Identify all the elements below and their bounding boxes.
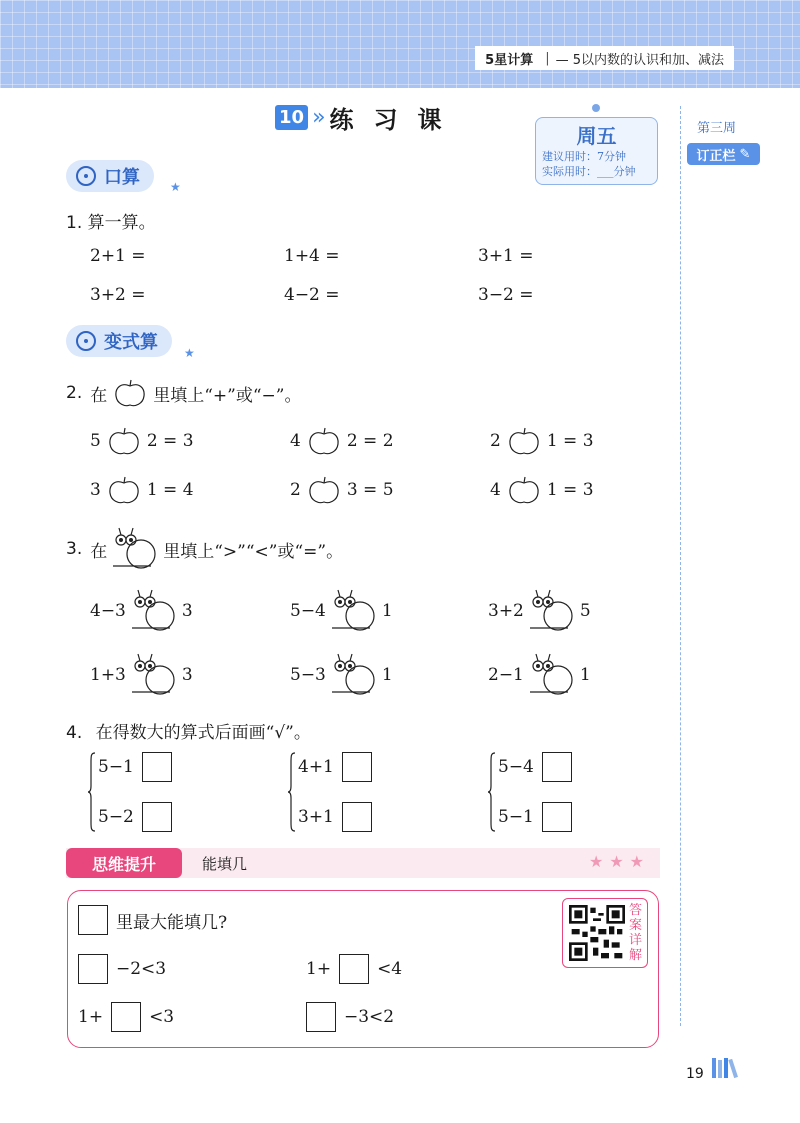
- q2-item: [490, 426, 594, 456]
- stopwatch-icon: [76, 166, 96, 186]
- compare-row: [498, 802, 572, 832]
- brand-label: 5星计算: [485, 52, 534, 68]
- thinking-subtitle: 能填几: [202, 855, 248, 873]
- star-icon: ★: [184, 346, 195, 360]
- target-icon: [76, 331, 96, 351]
- q1-item: 3−2 =: [478, 285, 534, 305]
- question-1-title: [66, 208, 156, 233]
- compare-group: [288, 752, 388, 832]
- question-text-pre: 在: [90, 385, 108, 406]
- question-3-title: [66, 526, 343, 572]
- compare-row: [498, 752, 572, 782]
- snail-blank-icon: [111, 526, 159, 572]
- q3-item: [290, 588, 393, 634]
- operand: 3 = 5: [346, 480, 394, 500]
- apple-blank-icon[interactable]: [307, 475, 341, 505]
- value: 5: [579, 601, 591, 621]
- question-2-title: [66, 378, 302, 408]
- actual-time: 实际用时：___分钟: [542, 165, 636, 178]
- q3-item: [488, 652, 591, 698]
- expression: 5−2: [98, 807, 134, 827]
- apple-blank-icon[interactable]: [507, 475, 541, 505]
- q1-item: 1+4 =: [284, 246, 340, 266]
- expression: 2−1: [488, 665, 524, 685]
- answer-box: [78, 905, 108, 935]
- operand: 1 = 3: [546, 431, 594, 451]
- compare-group: [488, 752, 588, 832]
- lesson-number: 10: [275, 105, 308, 130]
- q1-item: 2+1 =: [90, 246, 146, 266]
- correction-column-divider: [680, 106, 681, 1026]
- question-4-title: [66, 718, 311, 743]
- q3-item: [488, 588, 591, 634]
- brace-icon: [488, 752, 496, 832]
- value: 3: [181, 665, 193, 685]
- q2-item: [290, 426, 394, 456]
- q1-item: 3+1 =: [478, 246, 534, 266]
- thinking-item: [78, 1002, 174, 1032]
- expression: 4+1: [298, 757, 334, 777]
- section-oral: [66, 160, 154, 192]
- operand: 4: [490, 480, 501, 500]
- operand: 1 = 4: [146, 480, 194, 500]
- snail-blank-icon[interactable]: [130, 588, 178, 634]
- expression-post: <4: [377, 959, 403, 979]
- books-icon: [710, 1056, 740, 1080]
- question-number: 1.: [66, 213, 83, 233]
- operand: 2: [290, 480, 301, 500]
- q2-item: [90, 426, 194, 456]
- day-name: 周五: [576, 124, 617, 148]
- q1-item: 4−2 =: [284, 285, 340, 305]
- expression: 5−1: [98, 757, 134, 777]
- brace-icon: [88, 752, 96, 832]
- thinking-question-text: 里最大能填几?: [116, 912, 228, 933]
- qr-code-icon: [569, 905, 625, 961]
- apple-blank-icon[interactable]: [107, 426, 141, 456]
- star-icon: ★: [170, 180, 181, 194]
- compare-row: [298, 752, 372, 782]
- expression: 5−4: [498, 757, 534, 777]
- question-number: 3.: [66, 539, 83, 559]
- expression-post: −2<3: [116, 959, 167, 979]
- answer-box[interactable]: [142, 752, 172, 782]
- operand: 1 = 3: [546, 480, 594, 500]
- question-number: 4.: [66, 723, 83, 743]
- operand: 5: [90, 431, 101, 451]
- expression-post: −3<2: [344, 1007, 395, 1027]
- thinking-item: [306, 954, 402, 984]
- expression: 1+3: [90, 665, 126, 685]
- answer-box[interactable]: [111, 1002, 141, 1032]
- answer-box[interactable]: [542, 802, 572, 832]
- compare-row: [298, 802, 372, 832]
- question-text-post: 里填上“+”或“−”。: [153, 385, 302, 406]
- value: 1: [381, 665, 393, 685]
- day-card: [535, 117, 658, 185]
- operand: 3: [90, 480, 101, 500]
- question-text-pre: 在: [90, 541, 108, 562]
- operand: 2: [490, 431, 501, 451]
- week-label: 第三周: [697, 121, 737, 136]
- section-oral-label: 口算: [104, 167, 140, 188]
- expression-pre: 1+: [78, 1007, 104, 1027]
- apple-blank-icon[interactable]: [307, 426, 341, 456]
- compare-group: [88, 752, 188, 832]
- operand: 2 = 2: [346, 431, 394, 451]
- thinking-question: [78, 905, 227, 935]
- chevron-right-icon: »: [312, 105, 326, 130]
- value: 3: [181, 601, 193, 621]
- expression: 3+2: [488, 601, 524, 621]
- question-text: 在得数大的算式后面画“√”。: [95, 723, 311, 743]
- snail-blank-icon[interactable]: [528, 588, 576, 634]
- compare-row: [98, 752, 172, 782]
- apple-blank-icon[interactable]: [507, 426, 541, 456]
- snail-blank-icon[interactable]: [528, 652, 576, 698]
- snail-blank-icon[interactable]: [330, 652, 378, 698]
- question-text-post: 里填上“>”“<”或“=”。: [163, 541, 344, 562]
- section-variant-label: 变式算: [104, 332, 158, 353]
- expression-pre: 1+: [306, 959, 332, 979]
- separator: |: [545, 50, 550, 66]
- answer-box[interactable]: [342, 802, 372, 832]
- answer-box[interactable]: [342, 752, 372, 782]
- q3-item: [290, 652, 393, 698]
- question-text: 算一算。: [87, 213, 156, 233]
- page-number: 19: [686, 1066, 704, 1082]
- correction-tab: [687, 143, 760, 165]
- thinking-item: [306, 1002, 394, 1032]
- expression: 3+1: [298, 807, 334, 827]
- section-variant: [66, 325, 172, 357]
- suggested-time: 建议用时：7分钟: [542, 150, 626, 163]
- thinking-bar: [66, 848, 660, 878]
- expression: 5−1: [498, 807, 534, 827]
- answer-box[interactable]: [78, 954, 108, 984]
- snail-blank-icon[interactable]: [130, 652, 178, 698]
- lesson-title: 练习课: [329, 106, 462, 134]
- expression: 4−3: [90, 601, 126, 621]
- header-band: [0, 0, 800, 88]
- expression: 5−3: [290, 665, 326, 685]
- apple-blank-icon[interactable]: [107, 475, 141, 505]
- operand: 2 = 3: [146, 431, 194, 451]
- answer-box[interactable]: [339, 954, 369, 984]
- snail-blank-icon[interactable]: [330, 588, 378, 634]
- thinking-item: [78, 954, 166, 984]
- difficulty-stars: ★★★: [588, 852, 650, 871]
- answer-box[interactable]: [542, 752, 572, 782]
- operand: 4: [290, 431, 301, 451]
- value: 1: [381, 601, 393, 621]
- question-number: 2.: [66, 383, 83, 403]
- brace-icon: [288, 752, 296, 832]
- qr-panel[interactable]: [562, 898, 648, 968]
- qr-label: 答案详解: [629, 903, 643, 963]
- q2-item: [490, 475, 594, 505]
- q3-item: [90, 652, 193, 698]
- series-tag: [475, 46, 734, 70]
- expression-post: <3: [149, 1007, 175, 1027]
- pencil-icon: ✎: [739, 146, 751, 162]
- q1-item: 3+2 =: [90, 285, 146, 305]
- compare-row: [98, 802, 172, 832]
- q2-item: [90, 475, 194, 505]
- chapter-label: — 5以内数的认识和加、减法: [555, 52, 724, 68]
- answer-box[interactable]: [142, 802, 172, 832]
- lesson-title-row: [275, 100, 462, 135]
- apple-blank-icon: [113, 378, 147, 408]
- answer-box[interactable]: [306, 1002, 336, 1032]
- expression: 5−4: [290, 601, 326, 621]
- thinking-tag: 思维提升: [66, 848, 182, 878]
- value: 1: [579, 665, 591, 685]
- q2-item: [290, 475, 394, 505]
- q3-item: [90, 588, 193, 634]
- correction-label: 订正栏: [696, 148, 736, 164]
